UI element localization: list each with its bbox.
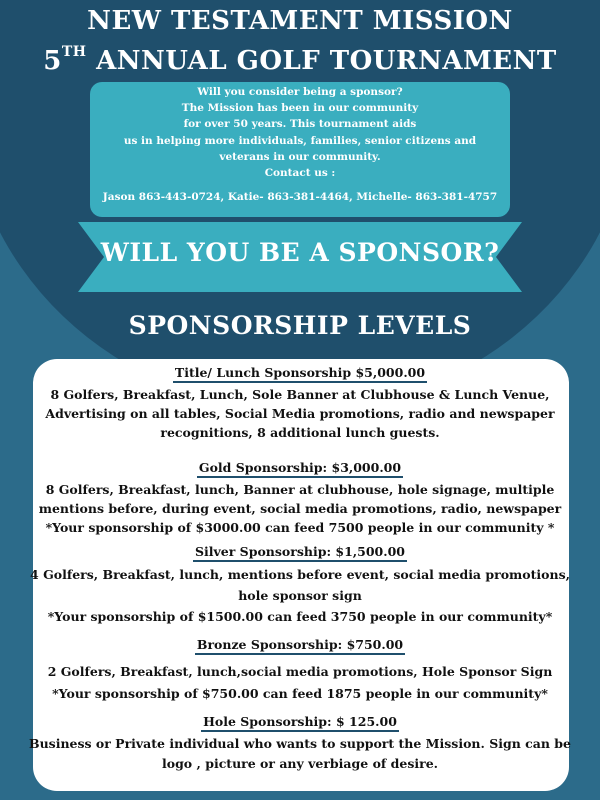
sponsorship-detail: 2 Golfers, Breakfast, lunch,social media promotions, Hole Sponsor Sign <box>47 664 553 679</box>
sponsorship-detail: *Your sponsorship of $750.00 can feed 1875 people in our community* <box>52 686 548 701</box>
tournament-title <box>0 46 600 76</box>
sponsorship-heading: Gold Sponsorship: $3,000.00 <box>197 460 403 478</box>
sponsorship-detail: recognitions, 8 additional lunch guests. <box>160 425 440 440</box>
sponsorship-detail: 8 Golfers, Breakfast, lunch, Banner at clubhouse, hole signage, multiple <box>45 482 555 497</box>
contact-numbers: Jason 863-443-0724, Katie- 863-381-4464, Michelle- 863-381-4757 <box>102 191 498 203</box>
ordinal-suffix: TH <box>61 44 87 60</box>
sponsorship-detail: 8 Golfers, Breakfast, Lunch, Sole Banner at Clubhouse & Lunch Venue, <box>50 387 550 402</box>
info-line: The Mission has been in our community <box>181 102 419 115</box>
sponsor-question: WILL YOU BE A SPONSOR? <box>100 238 500 267</box>
mission-title: NEW TESTAMENT MISSION <box>87 6 513 36</box>
sponsorship-heading: Title/ Lunch Sponsorship $5,000.00 <box>173 365 427 383</box>
sponsorship-title-lunch <box>0 365 600 442</box>
sponsorship-detail: mentions before, during event, social media promotions, radio, newspaper <box>38 501 562 516</box>
sponsorship-silver <box>0 544 600 627</box>
info-line: for over 50 years. This tournament aids <box>183 118 417 131</box>
info-line: Will you consider being a sponsor? <box>197 86 403 98</box>
sponsorship-detail: hole sponsor sign <box>238 588 362 603</box>
sponsorship-detail: Advertising on all tables, Social Media promotions, radio and newspaper <box>45 406 555 421</box>
sponsorship-detail: *Your sponsorship of $1500.00 can feed 3750 people in our community* <box>47 609 553 624</box>
sponsorship-heading: Hole Sponsorship: $ 125.00 <box>201 714 399 732</box>
info-line: veterans in our community. <box>219 150 381 163</box>
sponsorship-hole <box>0 714 600 774</box>
info-line: Contact us : <box>264 167 336 180</box>
info-box <box>90 82 510 217</box>
sponsorship-detail: 4 Golfers, Breakfast, lunch, mentions before event, social media promotions, <box>30 567 570 582</box>
sponsorship-detail: logo , picture or any verbiage of desire. <box>161 756 439 771</box>
sponsorship-heading: Bronze Sponsorship: $750.00 <box>195 637 405 655</box>
sponsorship-detail: *Your sponsorship of $3000.00 can feed 7500 people in our community * <box>45 520 555 535</box>
sponsorship-levels-title: SPONSORSHIP LEVELS <box>128 311 472 340</box>
sponsorship-gold <box>0 460 600 537</box>
sponsorship-detail: Business or Private individual who wants to support the Mission. Sign can be <box>29 736 571 751</box>
sponsorship-heading: Silver Sponsorship: $1,500.00 <box>193 544 407 562</box>
sponsorship-bronze <box>0 637 600 705</box>
tournament-title-text: ANNUAL GOLF TOURNAMENT <box>96 46 557 76</box>
ordinal-number: 5 <box>43 46 62 76</box>
info-line: us in helping more individuals, families, senior citizens and <box>123 134 477 147</box>
